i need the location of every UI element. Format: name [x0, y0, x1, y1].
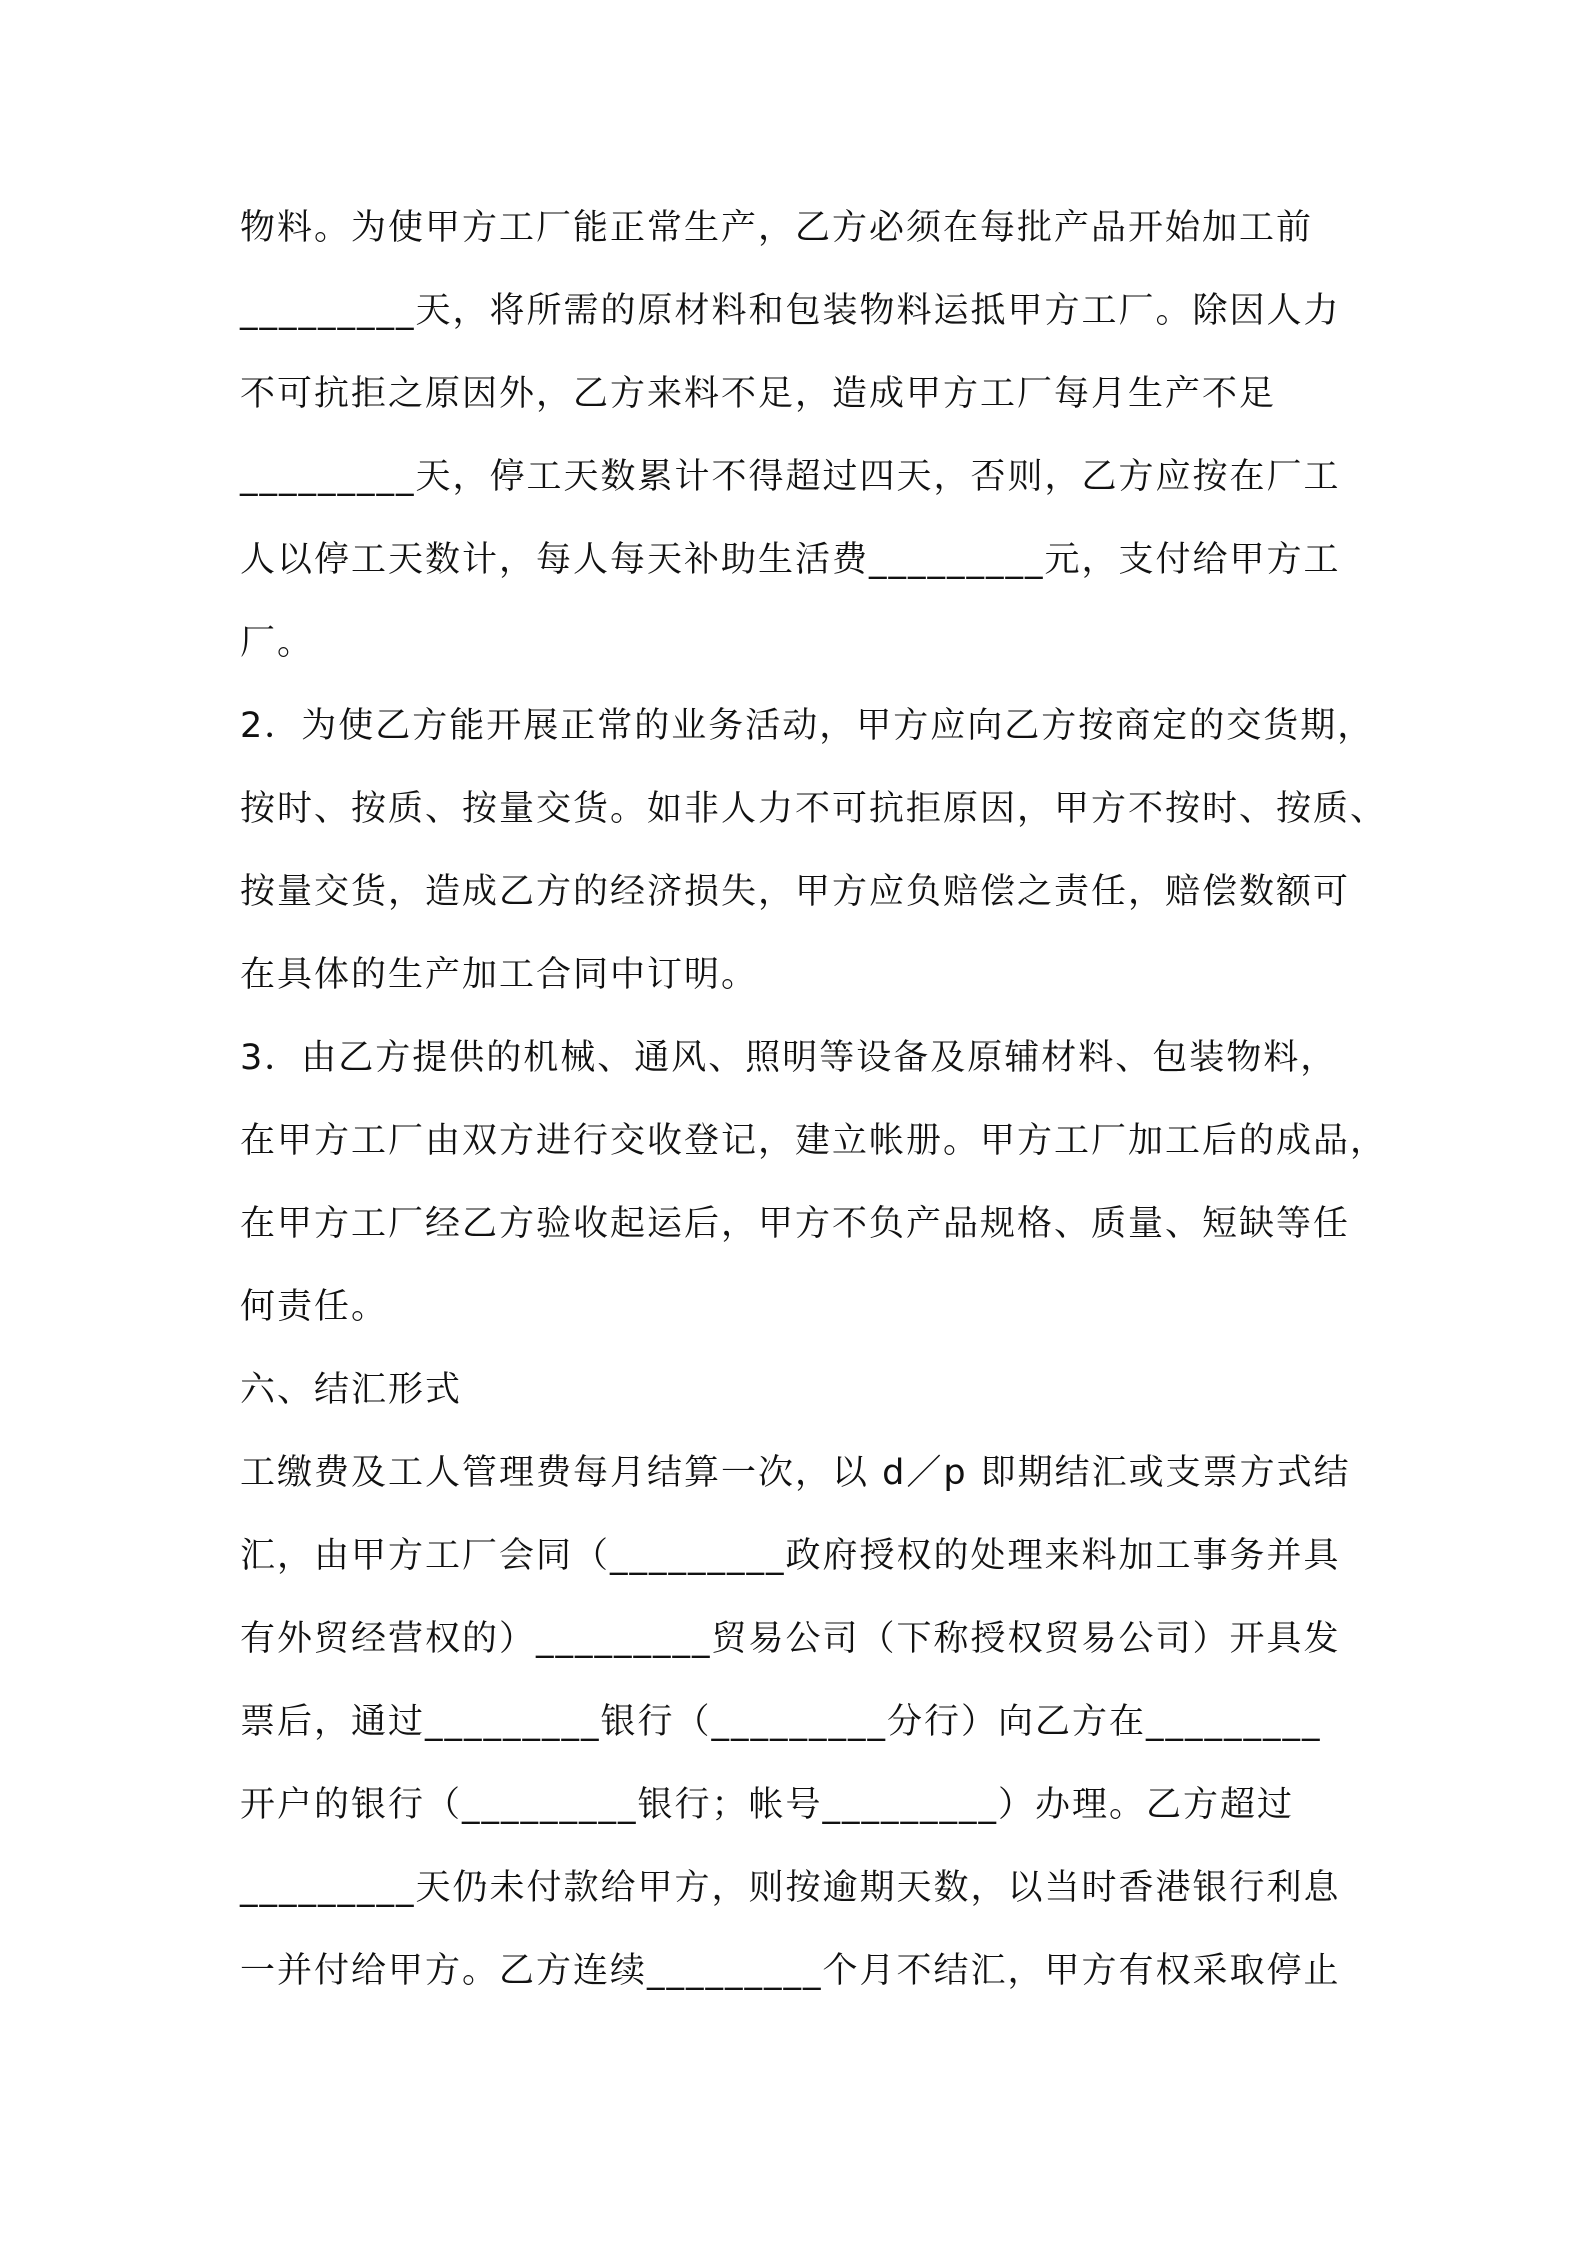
- text-line: 在具体的生产加工合同中订明。: [240, 955, 759, 995]
- text-line: 一并付给甲方。乙方连续_________个月不结汇，甲方有权采取停止: [240, 1951, 1341, 1991]
- text-line: 有外贸经营权的）_________贸易公司（下称授权贸易公司）开具发: [240, 1619, 1341, 1659]
- text-line: 工缴费及工人管理费每月结算一次，以 d／p 即期结汇或支票方式结: [240, 1453, 1351, 1493]
- section-heading: 六、结汇形式: [240, 1370, 463, 1410]
- text-line: 在甲方工厂由双方进行交收登记，建立帐册。甲方工厂加工后的成品，: [240, 1121, 1388, 1161]
- text-line: 按量交货，造成乙方的经济损失，甲方应负赔偿之责任，赔偿数额可: [240, 872, 1351, 912]
- text-line: 厂。: [240, 623, 315, 663]
- text-line: 按时、按质、按量交货。如非人力不可抗拒原因，甲方不按时、按质、: [240, 789, 1388, 829]
- text-line: 2．为使乙方能开展正常的业务活动，甲方应向乙方按商定的交货期，: [240, 706, 1375, 746]
- text-line: 物料。为使甲方工厂能正常生产，乙方必须在每批产品开始加工前: [240, 208, 1314, 248]
- text-line: 不可抗拒之原因外，乙方来料不足，造成甲方工厂每月生产不足: [240, 374, 1277, 414]
- text-line: 票后，通过_________银行（_________分行）向乙方在_________: [240, 1702, 1322, 1742]
- text-line: 何责任。: [240, 1287, 389, 1327]
- text-line: _________天，将所需的原材料和包装物料运抵甲方工厂。除因人力: [240, 291, 1341, 331]
- text-line: _________天仍未付款给甲方，则按逾期天数，以当时香港银行利息: [240, 1868, 1341, 1908]
- text-line: 在甲方工厂经乙方验收起运后，甲方不负产品规格、质量、短缺等任: [240, 1204, 1351, 1244]
- text-line: 3．由乙方提供的机械、通风、照明等设备及原辅材料、包装物料，: [240, 1038, 1338, 1078]
- text-line: _________天，停工天数累计不得超过四天，否则，乙方应按在厂工: [240, 457, 1341, 497]
- text-line: 人以停工天数计，每人每天补助生活费_________元，支付给甲方工: [240, 540, 1341, 580]
- text-line: 汇，由甲方工厂会同（_________政府授权的处理来料加工事务并具: [240, 1536, 1341, 1576]
- text-line: 开户的银行（_________银行；帐号_________）办理。乙方超过: [240, 1785, 1295, 1825]
